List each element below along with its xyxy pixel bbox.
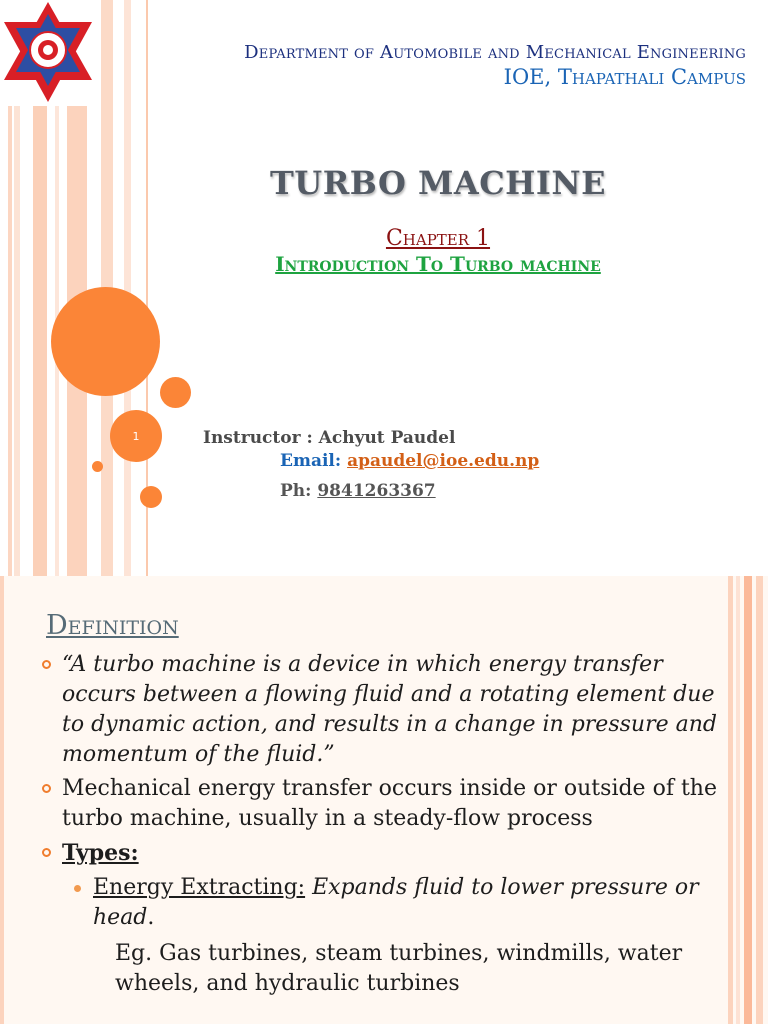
bullet-dot-icon — [74, 885, 81, 892]
example-text: Eg. Gas turbines, steam turbines, windmills, water wheels, and hydraulic turbines — [115, 941, 683, 996]
slide-title: TURBO MACHINE — [269, 164, 607, 202]
list-item — [40, 650, 720, 770]
bullet-text: Mechanical energy transfer occurs inside or outside of the turbo machine, usually in a steady-flow process — [62, 776, 717, 831]
chapter-subtitle: Introduction To Turbo machine — [275, 252, 601, 276]
email-label: Email: — [280, 451, 342, 471]
bullet-ring-icon — [42, 660, 51, 669]
ioe-logo — [0, 0, 96, 106]
decor-circle-small — [160, 377, 191, 408]
decor-stripe — [736, 576, 740, 1024]
sub-item-title: Energy Extracting: — [93, 875, 306, 900]
sub-item-period: . — [147, 905, 155, 930]
list-item — [40, 838, 720, 869]
email-link[interactable]: apaudel@ioe.edu.np — [347, 451, 540, 471]
decor-stripe — [124, 0, 131, 576]
decor-circle-small — [140, 486, 162, 508]
decor-circle-tiny — [92, 461, 103, 472]
instructor-name: Instructor : Achyut Paudel — [203, 428, 456, 448]
department-name: Department of Automobile and Mechanical Engineering — [244, 42, 746, 63]
campus-name: IOE, Thapathali Campus — [503, 65, 746, 89]
decor-circle-large — [51, 287, 160, 396]
decor-stripe — [0, 576, 4, 1024]
list-item — [40, 774, 720, 834]
email-line — [280, 451, 539, 471]
decor-stripe — [744, 576, 752, 1024]
slide-number: 1 — [110, 410, 162, 462]
decor-stripe — [756, 576, 763, 1024]
types-label: Types: — [62, 840, 139, 866]
bullet-ring-icon — [42, 848, 51, 857]
chapter-label: Chapter 1 — [385, 226, 491, 251]
decor-stripe — [728, 576, 733, 1024]
department-header — [244, 42, 746, 89]
phone-line — [280, 481, 436, 501]
definition-content — [40, 650, 720, 999]
sub-list-item — [40, 873, 720, 933]
phone-link[interactable]: 9841263367 — [317, 481, 436, 501]
sub-item-desc: Expands fluid to lower pressure or head — [93, 875, 699, 930]
definition-quote: “A turbo machine is a device in which energy transfer occurs between a flowing fluid and a rotating element due to dynamic action, and results in a change in pressure and momentum of the fluid.” — [62, 652, 717, 767]
definition-heading: Definition — [46, 610, 179, 641]
phone-label: Ph: — [280, 481, 312, 501]
bullet-ring-icon — [42, 784, 51, 793]
